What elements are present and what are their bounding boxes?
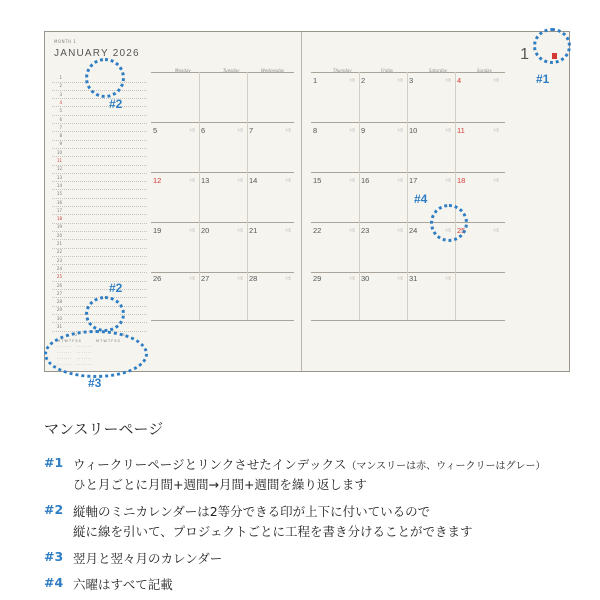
caption-line: ウィークリーページとリンクさせたインデックス xyxy=(73,457,347,472)
annotation-tag-3: #3 xyxy=(88,376,102,390)
rokuyo-label: 大安 xyxy=(349,276,356,280)
grid-day-number[interactable]: 21 xyxy=(249,226,258,235)
rokuyo-label: 大安 xyxy=(285,178,292,182)
rokuyo-label: 大安 xyxy=(237,178,244,182)
vertical-day-number: 12 xyxy=(56,166,62,172)
grid-day-number[interactable]: 29 xyxy=(313,274,322,283)
vertical-day-number: 27 xyxy=(56,290,62,296)
vertical-day-row xyxy=(52,240,147,249)
grid-divider xyxy=(199,72,200,320)
vertical-day-number: 23 xyxy=(56,257,62,263)
vertical-day-number: 30 xyxy=(56,315,62,321)
vertical-day-row xyxy=(52,282,147,291)
grid-divider xyxy=(455,72,456,320)
grid-day-number[interactable]: 9 xyxy=(361,126,366,135)
caption-note: （マンスリーは赤、ウィークリーはグレー） xyxy=(346,461,546,472)
vertical-day-number: 24 xyxy=(56,265,62,271)
vertical-day-number: 29 xyxy=(56,307,62,313)
vertical-day-row xyxy=(52,273,147,282)
caption-num-3: #3 xyxy=(44,549,64,564)
vertical-day-row xyxy=(52,157,147,166)
vertical-day-number: 18 xyxy=(56,216,62,222)
annotation-circle-2b xyxy=(85,296,125,332)
vertical-day-row xyxy=(52,257,147,266)
rokuyo-label: 大安 xyxy=(493,178,500,182)
header-tuesday: Tuesday xyxy=(223,68,240,73)
rokuyo-label: 大安 xyxy=(493,78,500,82)
rokuyo-label: 大安 xyxy=(397,178,404,182)
grid-day-number[interactable]: 3 xyxy=(409,76,414,85)
vertical-day-row xyxy=(52,124,147,133)
grid-line xyxy=(151,72,294,73)
vertical-day-number: 22 xyxy=(56,249,62,255)
caption-num-4: #4 xyxy=(44,575,64,590)
rokuyo-label: 大安 xyxy=(237,276,244,280)
grid-day-number[interactable]: 4 xyxy=(457,76,462,85)
mini-calendar-weekdays: M T W T F S S xyxy=(57,339,81,343)
vertical-day-number: 21 xyxy=(56,241,62,246)
vertical-day-row xyxy=(52,140,147,149)
rokuyo-label: 大安 xyxy=(397,276,404,280)
annotation-circle-2a xyxy=(85,58,125,98)
grid-day-number[interactable]: 10 xyxy=(409,126,418,135)
rokuyo-label: 大安 xyxy=(445,178,452,182)
grid-day-number[interactable]: 11 xyxy=(457,126,465,135)
vertical-day-row xyxy=(52,190,147,199)
grid-day-number[interactable]: 28 xyxy=(249,274,258,283)
vertical-day-number: 15 xyxy=(56,191,62,197)
vertical-day-number: 7 xyxy=(59,124,62,130)
vertical-day-row xyxy=(52,165,147,174)
caption-num-1: #1 xyxy=(44,455,64,470)
vertical-day-row xyxy=(52,207,147,216)
page-number: 1 xyxy=(520,46,529,63)
grid-day-number[interactable]: 24 xyxy=(409,226,418,235)
vertical-day-number: 6 xyxy=(59,116,62,122)
vertical-day-number: 26 xyxy=(56,282,62,288)
grid-line xyxy=(311,72,505,73)
rokuyo-label: 大安 xyxy=(189,128,196,132)
vertical-day-row xyxy=(52,149,147,158)
month-label: MONTH 1 xyxy=(54,39,77,44)
header-friday: Friday xyxy=(381,68,394,73)
rokuyo-label: 大安 xyxy=(189,276,196,280)
grid-day-number[interactable]: 19 xyxy=(153,226,162,235)
caption-item-1-line1 xyxy=(73,455,546,473)
grid-line xyxy=(311,122,505,123)
vertical-day-row xyxy=(52,132,147,141)
rokuyo-label: 大安 xyxy=(285,276,292,280)
header-sunday: Sunday xyxy=(477,68,492,73)
annotation-circle-1 xyxy=(533,28,571,64)
vertical-day-row xyxy=(52,182,147,191)
vertical-day-number: 14 xyxy=(56,182,62,188)
rokuyo-label: 大安 xyxy=(285,128,292,132)
grid-day-number[interactable]: 23 xyxy=(361,226,370,235)
vertical-day-number: 13 xyxy=(56,174,62,180)
caption-item-3-line1: 翌月と翌々月のカレンダー xyxy=(73,551,223,566)
header-monday: Monday xyxy=(175,68,191,73)
grid-day-number[interactable]: 30 xyxy=(361,274,370,283)
rokuyo-label: 大安 xyxy=(349,128,356,132)
header-thursday: Thursday xyxy=(333,68,352,73)
grid-day-number[interactable]: 2 xyxy=(361,76,366,85)
vertical-day-number: 16 xyxy=(56,199,62,205)
rokuyo-label: 大安 xyxy=(189,228,196,232)
rokuyo-label: 大安 xyxy=(349,228,356,232)
grid-line xyxy=(151,320,294,321)
grid-day-number[interactable]: 18 xyxy=(457,176,466,185)
vertical-day-number: 9 xyxy=(59,141,62,147)
grid-divider xyxy=(359,72,360,320)
mini-calendars: 2 3 M T W T F S S M T W T F S S · · · · · · · · · · · · · · · · · · · · · · · · · · · · · · · · · · · · · · · · · · · · · · · · · · · · · · · · xyxy=(57,333,125,367)
month-title: JANUARY 2026 xyxy=(54,48,140,59)
caption-item-1-line2: ひと月ごとに月間+週間→月間+週間を繰り返します xyxy=(73,477,367,492)
rokuyo-label: 大安 xyxy=(237,228,244,232)
rokuyo-label: 大安 xyxy=(237,128,244,132)
vertical-day-number: 3 xyxy=(59,91,62,97)
vertical-day-row xyxy=(52,199,147,208)
annotation-tag-2b: #2 xyxy=(109,281,123,295)
grid-day-number[interactable]: 27 xyxy=(201,274,210,283)
header-wednesday: Wednesday xyxy=(261,68,285,73)
rokuyo-label: 大安 xyxy=(445,228,452,232)
grid-line xyxy=(311,272,505,273)
vertical-day-row xyxy=(52,116,147,125)
planner-spine xyxy=(301,32,302,371)
grid-line xyxy=(311,172,505,173)
grid-line xyxy=(151,222,294,223)
vertical-day-number: 5 xyxy=(59,108,62,114)
vertical-day-row xyxy=(52,99,147,108)
vertical-day-row xyxy=(52,232,147,241)
rokuyo-label: 大安 xyxy=(189,178,196,182)
grid-day-number[interactable]: 5 xyxy=(153,126,158,135)
grid-day-number[interactable]: 31 xyxy=(409,274,418,283)
vertical-day-row xyxy=(52,248,147,257)
vertical-day-number: 20 xyxy=(56,232,62,238)
grid-day-number[interactable]: 25 xyxy=(457,226,466,235)
grid-day-number[interactable]: 12 xyxy=(153,176,162,185)
caption-num-2: #2 xyxy=(44,502,64,517)
rokuyo-label: 大安 xyxy=(445,78,452,82)
annotation-tag-2a: #2 xyxy=(109,97,123,111)
header-saturday: Saturday xyxy=(429,68,448,73)
rokuyo-label: 大安 xyxy=(349,178,356,182)
grid-line xyxy=(151,272,294,273)
grid-day-number[interactable]: 20 xyxy=(201,226,210,235)
grid-line xyxy=(151,122,294,123)
vertical-day-number: 25 xyxy=(56,274,62,280)
vertical-day-number: 31 xyxy=(56,324,62,329)
vertical-day-row xyxy=(52,107,147,116)
vertical-day-number: 11 xyxy=(56,158,62,163)
vertical-day-number: 17 xyxy=(56,207,62,213)
annotation-tag-1: #1 xyxy=(536,72,550,86)
annotation-circle-3 xyxy=(44,330,148,378)
grid-day-number[interactable]: 26 xyxy=(153,274,162,283)
vertical-day-number: 1 xyxy=(59,75,62,80)
mini-calendar-weekdays: M T W T F S S xyxy=(96,339,120,343)
vertical-day-row xyxy=(52,174,147,183)
annotation-tag-4: #4 xyxy=(414,192,428,206)
rokuyo-label: 大安 xyxy=(397,78,404,82)
grid-day-number[interactable]: 15 xyxy=(313,176,322,185)
mini-calendar-month: 3 xyxy=(122,333,125,337)
rokuyo-label: 大安 xyxy=(493,128,500,132)
grid-day-number[interactable]: 7 xyxy=(249,126,254,135)
caption-item-2-line1: 縦軸のミニカレンダーは2等分できる印が上下に付いているので xyxy=(73,504,431,519)
grid-line xyxy=(311,222,505,223)
grid-day-number[interactable]: 6 xyxy=(201,126,206,135)
grid-day-number[interactable]: 8 xyxy=(313,126,318,135)
annotation-circle-4 xyxy=(430,204,468,242)
rokuyo-label: 大安 xyxy=(445,128,452,132)
rokuyo-label: 大安 xyxy=(397,228,404,232)
caption-heading: マンスリーページ xyxy=(44,420,164,438)
grid-day-number[interactable]: 22 xyxy=(313,226,322,235)
caption-item-2-line2: 縦に線を引いて、プロジェクトごとに工程を書き分けることができます xyxy=(73,524,473,539)
vertical-day-number: 10 xyxy=(56,149,62,155)
grid-divider xyxy=(247,72,248,320)
rokuyo-label: 大安 xyxy=(397,128,404,132)
rokuyo-label: 大安 xyxy=(349,78,356,82)
caption-item-4-line1: 六曜はすべて記載 xyxy=(73,577,173,592)
vertical-day-number: 4 xyxy=(59,99,62,105)
rokuyo-label: 大安 xyxy=(445,276,452,280)
grid-day-number[interactable]: 17 xyxy=(409,176,418,185)
grid-line xyxy=(311,320,505,321)
vertical-day-number: 2 xyxy=(59,83,62,89)
grid-line xyxy=(151,172,294,173)
vertical-day-number: 19 xyxy=(56,224,62,230)
grid-divider xyxy=(407,72,408,320)
vertical-day-row xyxy=(52,265,147,274)
vertical-day-row xyxy=(52,223,147,232)
rokuyo-label: 大安 xyxy=(285,228,292,232)
grid-day-number[interactable]: 1 xyxy=(313,76,318,85)
vertical-day-number: 28 xyxy=(56,299,62,305)
vertical-day-row xyxy=(52,215,147,224)
rokuyo-label: 大安 xyxy=(493,228,500,232)
vertical-day-number: 8 xyxy=(59,133,62,139)
grid-day-number[interactable]: 14 xyxy=(249,176,258,185)
mini-calendar-month: 2 xyxy=(75,333,78,337)
grid-day-number[interactable]: 16 xyxy=(361,176,370,185)
grid-day-number[interactable]: 13 xyxy=(201,176,210,185)
